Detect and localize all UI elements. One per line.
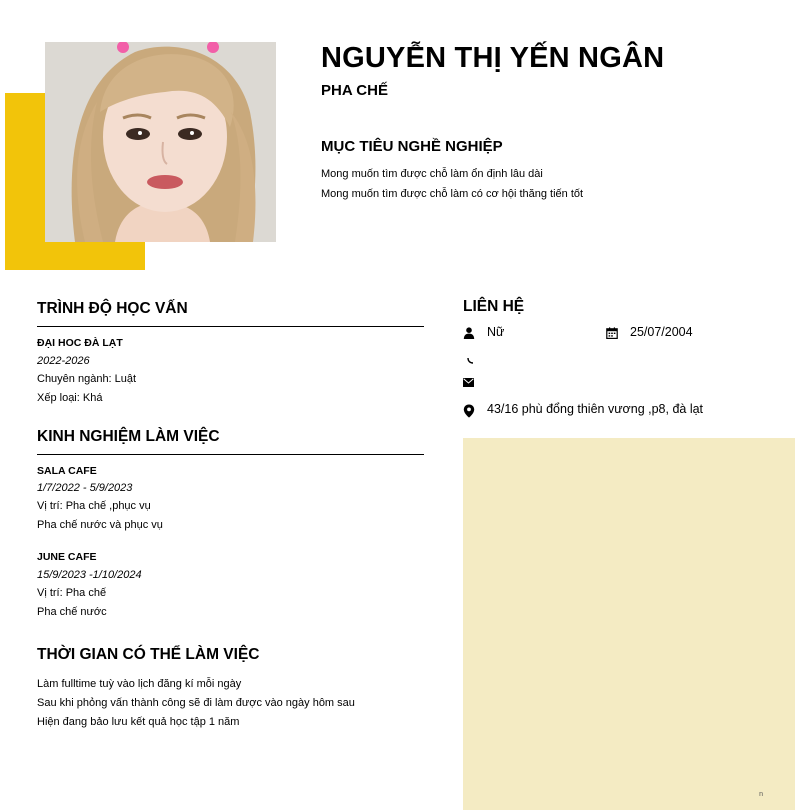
side-panel	[463, 438, 795, 810]
job-position: Vị trí: Pha chế	[37, 587, 107, 599]
section-divider	[37, 454, 424, 455]
contact-address: 43/16 phù đổng thiên vương ,p8, đà lạt	[487, 402, 704, 416]
objective-item: Mong muốn tìm được chỗ làm ổn định lâu dài	[321, 168, 543, 180]
school-name: ĐẠI HOC ĐÀ LẠT	[37, 337, 123, 349]
availability-item: Sau khi phỏng vấn thành công sẽ đi làm được vào ngày hôm sau	[37, 697, 355, 709]
contact-gender: Nữ	[487, 325, 505, 339]
experience-title: KINH NGHIỆM LÀM VIỆC	[37, 428, 220, 445]
candidate-name: NGUYỄN THỊ YẾN NGÂN	[321, 42, 665, 74]
objective-item: Mong muốn tìm được chỗ làm có cơ hội thăng tiến tốt	[321, 188, 584, 200]
email-icon	[463, 378, 474, 387]
objective-list	[321, 164, 583, 204]
education-section	[37, 300, 424, 404]
job-description: Pha chế nước	[37, 606, 107, 618]
contact-birthday: 25/07/2004	[630, 325, 693, 339]
availability-title: THỜI GIAN CÓ THỂ LÀM VIỆC	[37, 646, 260, 663]
education-major: Chuyên ngành: Luật	[37, 373, 137, 385]
education-grade: Xếp loại: Khá	[37, 392, 103, 404]
calendar-icon	[606, 327, 618, 339]
experience-entry	[37, 465, 424, 531]
education-period: 2022-2026	[37, 355, 90, 367]
job-period: 1/7/2022 - 5/9/2023	[37, 482, 133, 494]
panel-mark: n	[759, 791, 763, 798]
experience-entry	[37, 551, 424, 618]
person-icon	[463, 327, 475, 339]
objective-title: MỤC TIÊU NGHỀ NGHIỆP	[321, 138, 503, 155]
company-name: JUNE CAFE	[37, 551, 97, 563]
experience-section	[37, 428, 424, 618]
job-position: Vị trí: Pha chế ,phục vụ	[37, 500, 151, 512]
education-title: TRÌNH ĐỘ HỌC VẤN	[37, 300, 188, 317]
availability-item: Làm fulltime tuỳ vào lịch đăng kí mỗi ngày	[37, 678, 242, 690]
profile-photo	[45, 42, 276, 242]
job-period: 15/9/2023 -1/10/2024	[37, 569, 142, 581]
contact-title: LIÊN HỆ	[463, 298, 525, 315]
availability-section	[37, 646, 424, 728]
availability-item: Hiện đang bảo lưu kết quả học tập 1 năm	[37, 716, 240, 728]
company-name: SALA CAFE	[37, 465, 97, 477]
job-title: PHA CHẾ	[321, 82, 388, 99]
phone-icon	[463, 352, 475, 364]
location-pin-icon	[463, 404, 475, 418]
job-description: Pha chế nước và phục vụ	[37, 519, 163, 531]
section-divider	[37, 326, 424, 327]
